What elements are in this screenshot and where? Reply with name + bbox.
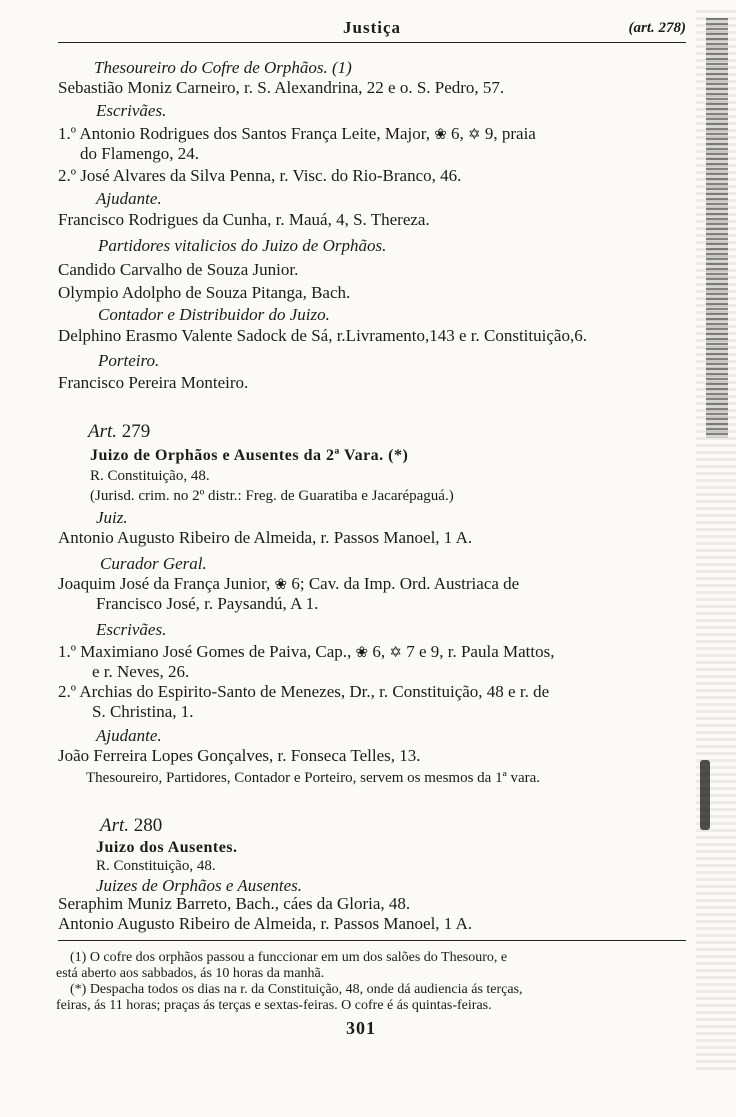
partitioner-entry: Olympio Adolpho de Souza Pitanga, Bach. <box>58 283 351 302</box>
clerk-entry-2: 2.º José Alvares da Silva Penna, r. Visc. do Rio-Branco, 46. <box>58 166 462 185</box>
clerk-entry-1: 1.º Maximiano José Gomes de Paiva, Cap., ❀ 6, ✡ 7 e 9, r. Paula Mattos, <box>58 642 555 661</box>
article-279-jurisdiction: (Jurisd. crim. no 2º distr.: Freg. de Guaratiba e Jacarépaguá.) <box>90 488 454 504</box>
star-icon: ✡ <box>468 127 481 143</box>
commendation-icon: ❀ <box>274 577 288 593</box>
article-280-address: R. Constituição, 48. <box>96 858 216 874</box>
article-280-title: Juizo dos Ausentes. <box>96 839 238 856</box>
curator-entry: Joaquim José da França Junior, ❀ 6; Cav. da Imp. Ord. Austriaca de <box>58 574 520 593</box>
page-number: 301 <box>346 1018 376 1038</box>
accountant-entry: Delphino Erasmo Valente Sadock de Sá, r.Livramento,143 e r. Constituição,6. <box>58 326 587 345</box>
clerk-number: 2.º <box>58 682 77 701</box>
treasurer-heading: Thesoureiro do Cofre de Orphãos. (1) <box>94 58 352 77</box>
shared-staff-note: Thesoureiro, Partidores, Contador e Porteiro, servem os mesmos da 1ª vara. <box>86 770 541 786</box>
porter-heading: Porteiro. <box>98 351 160 370</box>
judge-heading: Juiz. <box>96 508 128 527</box>
article-number: 279 <box>121 421 151 442</box>
ink-blot <box>700 760 710 830</box>
judge-entry: Antonio Augusto Ribeiro de Almeida, r. Passos Manoel, 1 A. <box>58 914 473 933</box>
clerk-number: 1.º <box>58 124 77 143</box>
header-title: Justiça <box>343 18 401 37</box>
clerk-number: 2.º <box>58 166 77 185</box>
commendation-icon: ❀ <box>355 645 369 661</box>
clerk-entry-2: 2.º Archias do Espirito-Santo de Menezes, Dr., r. Constituição, 48 e r. de <box>58 682 550 701</box>
article-number: 280 <box>133 815 163 836</box>
curator-entry-cont: Francisco José, r. Paysandú, A 1. <box>96 594 319 613</box>
footnote-1: (1) O cofre dos orphãos passou a funccionar em um dos salões do Thesouro, e <box>70 950 508 965</box>
curator-heading: Curador Geral. <box>100 554 207 573</box>
header-article-ref: (art. 278) <box>628 20 686 36</box>
clerk-number: 1.º <box>58 642 77 661</box>
commendation-icon: ❀ <box>434 127 447 143</box>
clerk-entry-1: 1.º Antonio Rodrigues dos Santos França Leite, Major, ❀ 6, ✡ 9, praia <box>58 124 536 143</box>
clerks-heading: Escrivães. <box>96 620 167 639</box>
judge-entry: Antonio Augusto Ribeiro de Almeida, r. Passos Manoel, 1 A. <box>58 528 473 547</box>
binding-shadow <box>706 18 728 438</box>
judges-heading: Juizes de Orphãos e Ausentes. <box>96 876 303 895</box>
article-280-label: Art. 280 <box>100 815 163 836</box>
article-279-title: Juizo de Orphãos e Ausentes da 2ª Vara. (*) <box>90 447 409 464</box>
footnote-2-cont: feiras, ás 11 horas; praças ás terças e sextas-feiras. O cofre é ás quintas-feiras. <box>56 998 492 1013</box>
header-rule <box>58 42 686 43</box>
assistant-heading: Ajudante. <box>96 726 162 745</box>
footnote-1-cont: está aberto aos sabbados, ás 10 horas da manhã. <box>56 966 325 981</box>
judge-entry: Seraphim Muniz Barreto, Bach., cáes da Gloria, 48. <box>58 894 411 913</box>
treasurer-entry: Sebastião Moniz Carneiro, r. S. Alexandrina, 22 e o. S. Pedro, 57. <box>58 78 505 97</box>
partitioner-entry: Candido Carvalho de Souza Junior. <box>58 260 299 279</box>
clerk-entry-1-cont: e r. Neves, 26. <box>92 662 190 681</box>
running-header <box>56 18 688 42</box>
star-icon: ✡ <box>389 645 402 661</box>
clerks-heading: Escrivães. <box>96 101 167 120</box>
accountant-heading: Contador e Distribuidor do Juizo. <box>98 305 330 324</box>
article-279-label: Art. 279 <box>88 421 151 442</box>
clerk-entry-1-cont: do Flamengo, 24. <box>80 144 199 163</box>
porter-entry: Francisco Pereira Monteiro. <box>58 373 249 392</box>
assistant-entry: Francisco Rodrigues da Cunha, r. Mauá, 4, S. Thereza. <box>58 210 430 229</box>
article-279-address: R. Constituição, 48. <box>90 468 210 484</box>
assistant-entry: João Ferreira Lopes Gonçalves, r. Fonseca Telles, 13. <box>58 746 421 765</box>
assistant-heading: Ajudante. <box>96 189 162 208</box>
clerk-entry-2-cont: S. Christina, 1. <box>92 702 194 721</box>
footnote-rule <box>58 940 686 941</box>
partitioners-heading: Partidores vitalicios do Juizo de Orphãos. <box>98 236 387 255</box>
footnote-2: (*) Despacha todos os dias na r. da Constituição, 48, onde dá audiencia ás terças, <box>70 982 523 997</box>
